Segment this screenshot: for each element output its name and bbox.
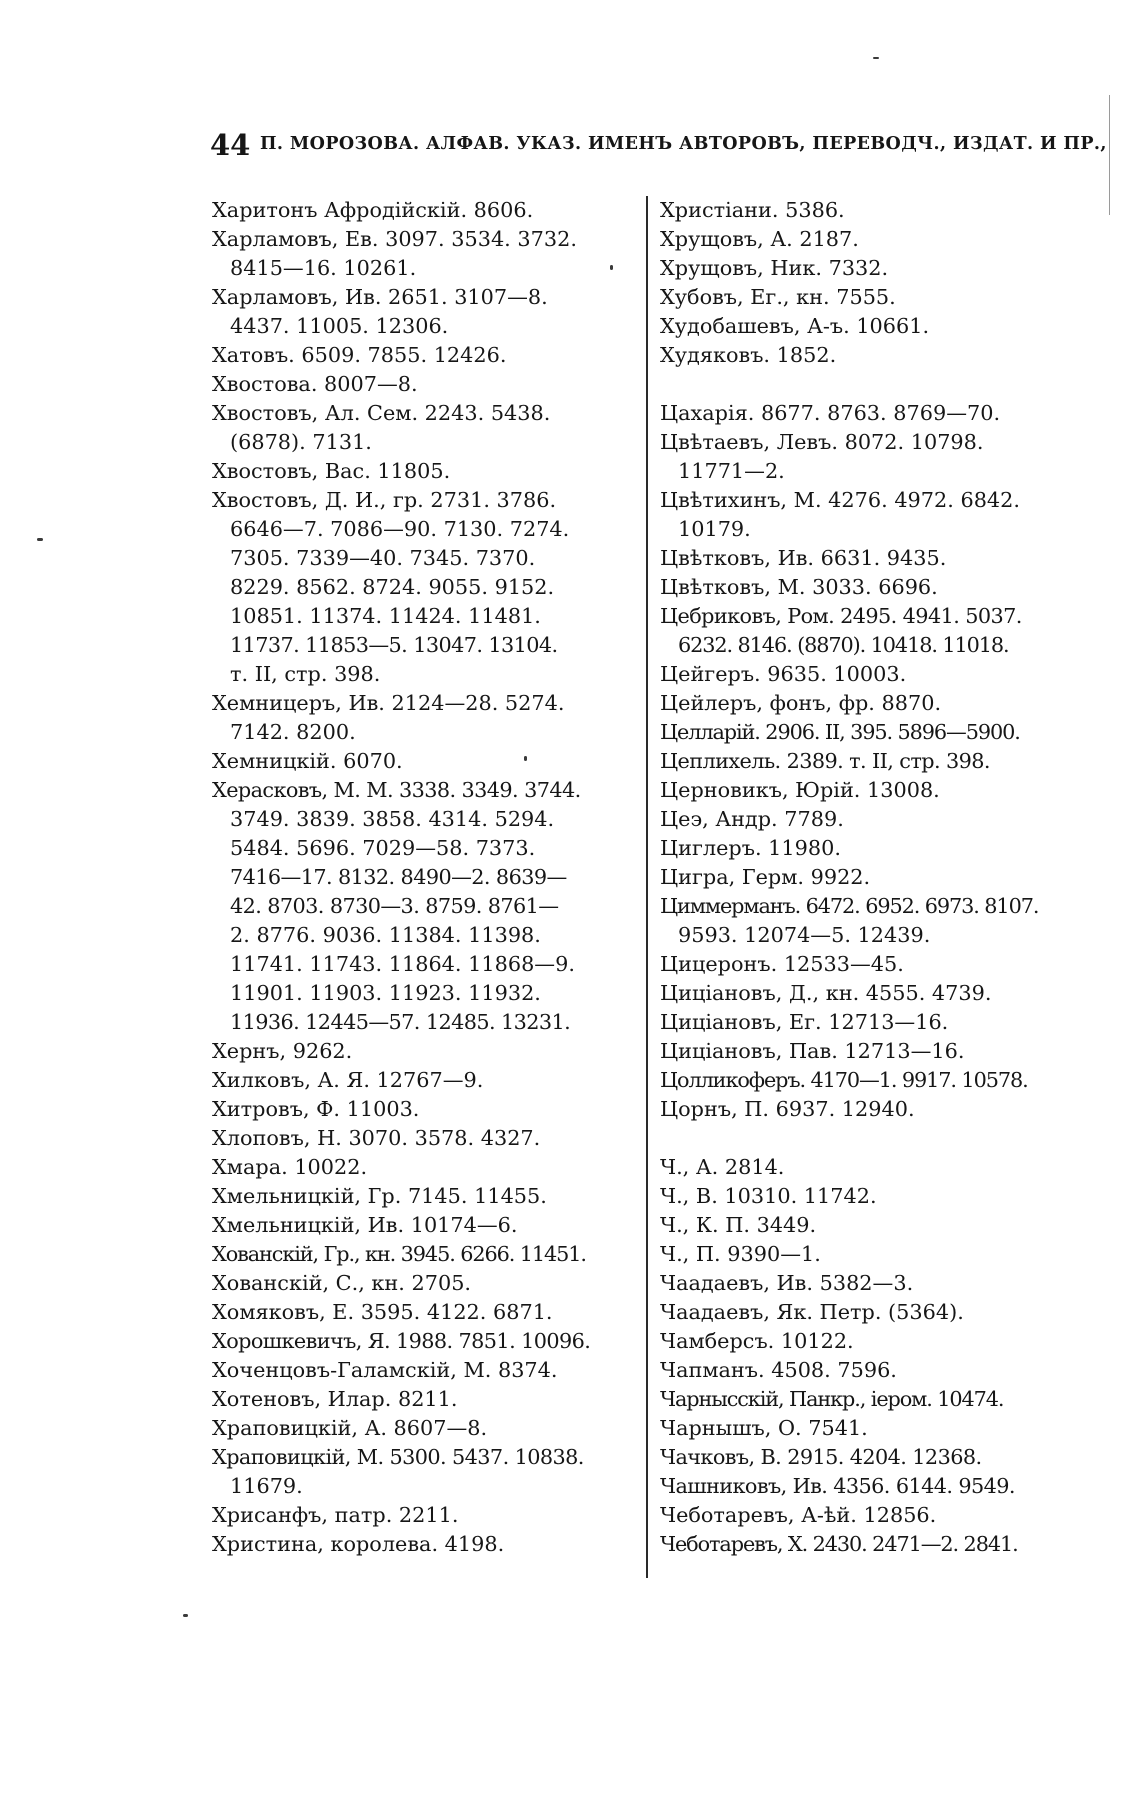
section-gap bbox=[660, 370, 1038, 399]
right-index-column bbox=[660, 196, 1038, 1559]
index-entry: Хмельницкій, Ив. 10174—6. bbox=[212, 1213, 518, 1237]
index-entry: Цвѣтковъ, Ив. 6631. 9435. bbox=[660, 546, 947, 570]
index-entry: Харитонъ Афродійскій. 8606. bbox=[212, 198, 534, 222]
index-entry: Харламовъ, Ев. 3097. 3534. 3732. bbox=[212, 227, 577, 251]
index-entry-continuation: 3749. 3839. 3858. 4314. 5294. bbox=[230, 807, 555, 831]
index-entry: Христіани. 5386. bbox=[660, 198, 845, 222]
section-gap bbox=[660, 1124, 1038, 1153]
index-entry-continuation: 11679. bbox=[230, 1474, 303, 1498]
index-entry: Хитровъ, Ф. 11003. bbox=[212, 1097, 420, 1121]
index-entry-continuation: 10179. bbox=[678, 517, 751, 541]
index-entry: Хрисанфъ, патр. 2211. bbox=[212, 1503, 459, 1527]
index-entry: Цолликоферъ. 4170—1. 9917. 10578. bbox=[660, 1068, 1028, 1092]
print-speck bbox=[610, 265, 613, 270]
index-entry: Хомяковъ, Е. 3595. 4122. 6871. bbox=[212, 1300, 553, 1324]
index-entry: Хемницкій. 6070. bbox=[212, 749, 403, 773]
index-entry: Худобашевъ, А-ъ. 10661. bbox=[660, 314, 930, 338]
index-entry: Цвѣтковъ, М. 3033. 6696. bbox=[660, 575, 938, 599]
index-entry-continuation: 7142. 8200. bbox=[230, 720, 356, 744]
index-entry: Цейгеръ. 9635. 10003. bbox=[660, 662, 907, 686]
running-title: П. МОРОЗОВА. АЛФАВ. УКАЗ. ИМЕНЪ АВТОРОВЪ, ПЕРЕВОДЧ., ИЗДАТ. И ПР., bbox=[260, 134, 1107, 154]
print-speck bbox=[37, 538, 43, 541]
index-entry: Ч., В. 10310. 11742. bbox=[660, 1184, 877, 1208]
print-speck bbox=[873, 57, 879, 59]
index-entry: Чачковъ, В. 2915. 4204. 12368. bbox=[660, 1445, 982, 1469]
index-entry: Цахарія. 8677. 8763. 8769—70. bbox=[660, 401, 1001, 425]
index-entry: Чарнышъ, О. 7541. bbox=[660, 1416, 868, 1440]
index-entry-continuation: 7416—17. 8132. 8490—2. 8639— bbox=[230, 865, 567, 889]
print-speck bbox=[183, 1614, 188, 1617]
index-entry: Чарнысскій, Панкр., іером. 10474. bbox=[660, 1387, 1004, 1411]
index-entry: Хатовъ. 6509. 7855. 12426. bbox=[212, 343, 507, 367]
column-divider bbox=[646, 196, 648, 1578]
index-entry: Цицеронъ. 12533—45. bbox=[660, 952, 904, 976]
index-entry: Хованскій, С., кн. 2705. bbox=[212, 1271, 472, 1295]
index-entry: Циціановъ, Д., кн. 4555. 4739. bbox=[660, 981, 992, 1005]
index-entry: Храповицкій, А. 8607—8. bbox=[212, 1416, 488, 1440]
index-entry: Ч., К. П. 3449. bbox=[660, 1213, 817, 1237]
index-entry-continuation: 4437. 11005. 12306. bbox=[230, 314, 449, 338]
index-entry: Харламовъ, Ив. 2651. 3107—8. bbox=[212, 285, 548, 309]
index-entry: Хвостова. 8007—8. bbox=[212, 372, 418, 396]
index-entry: Хоченцовъ-Галамскій, М. 8374. bbox=[212, 1358, 558, 1382]
index-entry-continuation: 42. 8703. 8730—3. 8759. 8761— bbox=[230, 894, 559, 918]
index-entry-continuation: 5484. 5696. 7029—58. 7373. bbox=[230, 836, 536, 860]
index-entry: Худяковъ. 1852. bbox=[660, 343, 837, 367]
index-entry-continuation: (6878). 7131. bbox=[230, 430, 372, 454]
index-entry: Цеплихель. 2389. т. II, стр. 398. bbox=[660, 749, 990, 773]
index-entry: Чамберсъ. 10122. bbox=[660, 1329, 854, 1353]
index-entry: Цорнъ, П. 6937. 12940. bbox=[660, 1097, 915, 1121]
index-entry-continuation: 11737. 11853—5. 13047. 13104. bbox=[230, 633, 558, 657]
index-entry: Чаадаевъ, Ив. 5382—3. bbox=[660, 1271, 914, 1295]
index-entry-continuation: 2. 8776. 9036. 11384. 11398. bbox=[230, 923, 541, 947]
index-entry: Хмара. 10022. bbox=[212, 1155, 368, 1179]
index-entry-continuation: 8229. 8562. 8724. 9055. 9152. bbox=[230, 575, 555, 599]
index-entry: Хованскій, Гр., кн. 3945. 6266. 11451. bbox=[212, 1242, 586, 1266]
index-entry: Хорошкевичъ, Я. 1988. 7851. 10096. bbox=[212, 1329, 591, 1353]
index-entry: Хвостовъ, Д. И., гр. 2731. 3786. bbox=[212, 488, 557, 512]
index-entry: Циммерманъ. 6472. 6952. 6973. 8107. bbox=[660, 894, 1039, 918]
index-entry: Целларій. 2906. II, 395. 5896—5900. bbox=[660, 720, 1020, 744]
index-entry-continuation: 10851. 11374. 11424. 11481. bbox=[230, 604, 541, 628]
index-entry-continuation: т. II, стр. 398. bbox=[230, 662, 381, 686]
index-entry-continuation: 6232. 8146. (8870). 10418. 11018. bbox=[678, 633, 1009, 657]
index-entry: Хубовъ, Ег., кн. 7555. bbox=[660, 285, 896, 309]
index-entry: Чеботаревъ, Х. 2430. 2471—2. 2841. bbox=[660, 1532, 1018, 1556]
index-entry: Циціановъ, Ег. 12713—16. bbox=[660, 1010, 949, 1034]
index-entry: Цвѣтаевъ, Левъ. 8072. 10798. bbox=[660, 430, 984, 454]
index-entry: Чаадаевъ, Як. Петр. (5364). bbox=[660, 1300, 964, 1324]
index-entry-continuation: 11741. 11743. 11864. 11868—9. bbox=[230, 952, 575, 976]
index-entry: Хвостовъ, Ал. Сем. 2243. 5438. bbox=[212, 401, 551, 425]
index-entry: Чашниковъ, Ив. 4356. 6144. 9549. bbox=[660, 1474, 1015, 1498]
print-speck bbox=[524, 756, 527, 761]
index-entry: Хотеновъ, Илар. 8211. bbox=[212, 1387, 458, 1411]
page-number: 44 bbox=[210, 128, 251, 162]
index-entry: Цигра, Герм. 9922. bbox=[660, 865, 871, 889]
index-entry: Хрущовъ, Ник. 7332. bbox=[660, 256, 889, 280]
index-entry: Хлоповъ, Н. 3070. 3578. 4327. bbox=[212, 1126, 541, 1150]
index-entry: Цеэ, Андр. 7789. bbox=[660, 807, 844, 831]
index-entry: Хвостовъ, Вас. 11805. bbox=[212, 459, 451, 483]
index-entry: Цебриковъ, Ром. 2495. 4941. 5037. bbox=[660, 604, 1022, 628]
index-entry: Хрущовъ, А. 2187. bbox=[660, 227, 859, 251]
page-edge-shadow bbox=[1109, 95, 1110, 215]
index-entry: Циціановъ, Пав. 12713—16. bbox=[660, 1039, 965, 1063]
index-entry: Цейлеръ, фонъ, фр. 8870. bbox=[660, 691, 942, 715]
index-entry: Цвѣтихинъ, М. 4276. 4972. 6842. bbox=[660, 488, 1021, 512]
index-entry-continuation: 11936. 12445—57. 12485. 13231. bbox=[230, 1010, 571, 1034]
index-entry: Хернъ, 9262. bbox=[212, 1039, 353, 1063]
index-entry-continuation: 6646—7. 7086—90. 7130. 7274. bbox=[230, 517, 570, 541]
index-entry: Хмельницкій, Гр. 7145. 11455. bbox=[212, 1184, 547, 1208]
running-header bbox=[210, 128, 1107, 168]
index-entry-continuation: 11901. 11903. 11923. 11932. bbox=[230, 981, 541, 1005]
index-entry: Херасковъ, М. М. 3338. 3349. 3744. bbox=[212, 778, 581, 802]
index-entry: Храповицкій, М. 5300. 5437. 10838. bbox=[212, 1445, 584, 1469]
index-entry: Циглеръ. 11980. bbox=[660, 836, 841, 860]
index-entry: Христина, королева. 4198. bbox=[212, 1532, 505, 1556]
index-entry-continuation: 9593. 12074—5. 12439. bbox=[678, 923, 931, 947]
index-entry-continuation: 8415—16. 10261. bbox=[230, 256, 417, 280]
index-entry-continuation: 7305. 7339—40. 7345. 7370. bbox=[230, 546, 536, 570]
index-entry: Ч., А. 2814. bbox=[660, 1155, 785, 1179]
index-entry: Церновикъ, Юрій. 13008. bbox=[660, 778, 940, 802]
index-entry-continuation: 11771—2. bbox=[678, 459, 785, 483]
left-index-column bbox=[212, 196, 590, 1559]
index-entry: Ч., П. 9390—1. bbox=[660, 1242, 821, 1266]
index-entry: Хемницеръ, Ив. 2124—28. 5274. bbox=[212, 691, 565, 715]
index-entry: Хилковъ, А. Я. 12767—9. bbox=[212, 1068, 484, 1092]
index-entry: Чеботаревъ, А-ѣй. 12856. bbox=[660, 1503, 937, 1527]
index-entry: Чапманъ. 4508. 7596. bbox=[660, 1358, 897, 1382]
